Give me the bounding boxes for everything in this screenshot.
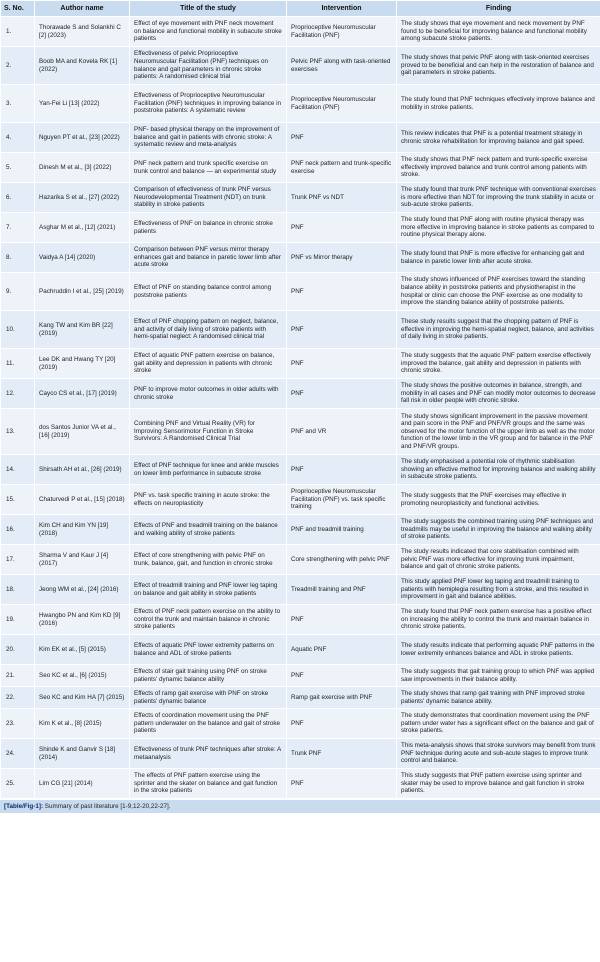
cell-finding: The study suggests that the PNF exercises may effective in promoting neuroplasticity and functional activities. [397,485,600,515]
cell-finding: This study applied PNF lower leg taping and treadmill training to patients with hemiplegia resulting from a stroke, and this resulted in improvement in gait and balance abilities. [397,575,600,605]
cell-title: Effects of stair gait training using PNF on stroke patients' dynamic balance ability [130,665,287,687]
cell-title: Effect of PNF technique for knee and ankle muscles on lower limb performance in subacute stroke [130,455,287,485]
cell-sno: 10. [1,311,35,349]
table-body [1,17,600,799]
cell-title: Effectiveness of trunk PNF techniques after stroke: A metaanalysis [130,739,287,769]
cell-author: Asghar M et al., [12] (2021) [35,213,130,243]
cell-title: Effectiveness of Proprioceptive Neuromuscular Facilitation (PNF) techniques in improving balance in poststroke patients: A systematic review [130,85,287,123]
table-row [1,17,600,47]
cell-sno: 5. [1,153,35,183]
table-row [1,545,600,575]
cell-author: Pachruddin I et al., [25] (2019) [35,273,130,311]
cell-sno: 18. [1,575,35,605]
table-row [1,409,600,455]
cell-finding: This review indicates that PNF is a potential treatment strategy in chronic stroke rehabilitation for improving balance and gait speed. [397,123,600,153]
cell-title: Comparison between PNF versus mirror therapy enhances gait and balance in paretic lower limb after acute stroke [130,243,287,273]
table-row [1,311,600,349]
table-row [1,349,600,379]
cell-finding: The study shows significant improvement in the passive movement and pain score in the PNF and PNF/VR groups and the same was observed for the motor function of the upper limb as well as the motor function of the lower limb in the VR group and for balance in the PNF and PNF/VR groups. [397,409,600,455]
cell-finding: The study results indicated that core stabilisation combined with pelvic PNF was more effective for improving trunk impairment, balance and gait of chronic stroke patients. [397,545,600,575]
cell-intervention: PNF [287,379,397,409]
table-row [1,485,600,515]
cell-author: Yan-Fei Li [13] (2022) [35,85,130,123]
cell-title: Effectiveness of PNF on balance in chronic stroke patients [130,213,287,243]
table-row [1,273,600,311]
cell-author: Lim CG [21] (2014) [35,769,130,799]
cell-title: Effects of ramp gait exercise with PNF on stroke patients' dynamic balance [130,687,287,709]
cell-title: Effect of PNF chopping pattern on neglect, balance, and activity of daily living of stroke patients with hemi-spatial neglect: A randomised clinical trial [130,311,287,349]
cell-title: Effectiveness of pelvic Proprioceptive Neuromuscular Facilitation (PNF) techniques on balance and gait parameters in chronic stroke patients: A randomised clinical trial [130,47,287,85]
table-row [1,85,600,123]
cell-finding: The study suggests that the aquatic PNF pattern exercise effectively improved the balance, gait ability and depression in patients with chronic stroke. [397,349,600,379]
cell-title: Combining PNF and Virtual Reality (VR) for Improving Sensorimotor Function in Stroke Survivors: A Randomised Clinical Trial [130,409,287,455]
cell-author: Dinesh M et al., [3] (2022) [35,153,130,183]
cell-sno: 19. [1,605,35,635]
caption-text: Summary of past literature [1-9,12-20,22-27]. [43,803,171,810]
cell-title: Effects of coordination movement using the PNF pattern underwater on the balance and gait of stroke patients [130,709,287,739]
table-row [1,665,600,687]
cell-intervention: PNF and treadmill training [287,515,397,545]
cell-title: Effect of treadmill training and PNF lower leg taping on balance and gait ability in stroke patients [130,575,287,605]
table-row [1,709,600,739]
cell-title: PNF to improve motor outcomes in older adults with chronic stroke [130,379,287,409]
cell-author: Shirsath AH et al., [26] (2019) [35,455,130,485]
cell-finding: The study suggests the combined training using PNF techniques and treadmills may be useful in improving the balance and walking ability of stroke patients. [397,515,600,545]
cell-intervention: Core strengthening with pelvic PNF [287,545,397,575]
cell-sno: 2. [1,47,35,85]
caption-label: [Table/Fig-1]: [4,803,44,810]
cell-finding: The study results indicate that performing aquatic PNF patterns in the lower extremity enhances balance and ADL in stroke patients. [397,635,600,665]
cell-intervention: PNF [287,349,397,379]
header-sno: S. No. [1,1,35,17]
table-row [1,153,600,183]
table-row [1,769,600,799]
cell-sno: 14. [1,455,35,485]
cell-intervention: PNF [287,709,397,739]
cell-author: Kim EK et al., [5] (2015) [35,635,130,665]
cell-finding: The study shows that pelvic PNF along with task-oriented exercises proved to be beneficial and can help in the restoration of balance and gait parameters in stroke patients. [397,47,600,85]
cell-title: PNF- based physical therapy on the improvement of balance and gait in patients with chronic stroke: A systematic review and meta-analysis [130,123,287,153]
cell-title: Effects of PNF neck pattern exercise on the ability to control the trunk and maintain balance in chronic stroke patients [130,605,287,635]
cell-finding: These study results suggest that the chopping pattern of PNF is effective in improving the hemi-spatial neglect, balance, and activities of daily living in stroke patients. [397,311,600,349]
cell-sno: 17. [1,545,35,575]
cell-sno: 8. [1,243,35,273]
cell-finding: The study found that PNF techniques effectively improve balance and mobility in stroke patients. [397,85,600,123]
table-row [1,515,600,545]
cell-intervention: PNF [287,455,397,485]
cell-intervention: Trunk PNF vs NDT [287,183,397,213]
cell-intervention: PNF [287,769,397,799]
cell-author: Seo KC et al., [6] (2015) [35,665,130,687]
cell-title: Effect of eye movement with PNF neck movement on balance and functional mobility in subacute stroke patients [130,17,287,47]
table-row [1,605,600,635]
cell-sno: 9. [1,273,35,311]
cell-intervention: PNF [287,123,397,153]
cell-finding: The study emphasised a potential role of rhythmic stabilisation showing an effective method for improving balance and walking ability in subacute stroke patients. [397,455,600,485]
cell-title: Effect of PNF on standing balance control among poststroke patients [130,273,287,311]
table-row [1,687,600,709]
table-header-row [1,1,600,17]
cell-sno: 15. [1,485,35,515]
cell-sno: 24. [1,739,35,769]
cell-author: Hwangbo PN and Kim KD [9] (2016) [35,605,130,635]
cell-sno: 3. [1,85,35,123]
cell-intervention: Aquatic PNF [287,635,397,665]
cell-intervention: Proprioceptive Neuromuscular Facilitation (PNF) [287,85,397,123]
cell-finding: The study demonstrates that coordination movement using the PNF pattern under water has a significant effect on the balance and gait of stroke patients. [397,709,600,739]
table-row [1,379,600,409]
table-row [1,183,600,213]
cell-author: Sharma V and Kaur J [4] (2017) [35,545,130,575]
cell-finding: The study found that PNF along with routine physical therapy was more effective in improving balance in stroke patients as compared to routine physical therapy alone. [397,213,600,243]
cell-author: Thorawade S and Solankhi C [2] (2023) [35,17,130,47]
table-row [1,243,600,273]
cell-finding: The study shows that ramp gait training with PNF improved stroke patients' dynamic balance ability. [397,687,600,709]
cell-author: Jeong WM et al., [24] (2016) [35,575,130,605]
cell-intervention: PNF [287,311,397,349]
cell-sno: 22. [1,687,35,709]
header-finding: Finding [397,1,600,17]
cell-finding: The study found that PNF is more effective for enhancing gait and balance in paretic lower limb after acute stroke. [397,243,600,273]
cell-intervention: Trunk PNF [287,739,397,769]
cell-sno: 4. [1,123,35,153]
cell-author: Boob MA and Kovela RK [1] (2022) [35,47,130,85]
header-intervention: Intervention [287,1,397,17]
cell-author: Lee DK and Hwang TY [20] (2019) [35,349,130,379]
cell-finding: The study shows that eye movement and neck movement by PNF found to be beneficial for improving balance and functional mobility among subacute stroke patients. [397,17,600,47]
cell-author: Kim K et al., [8] (2015) [35,709,130,739]
table-row [1,739,600,769]
cell-title: PNF vs. task specific training in acute stroke: the effects on neuroplasticity [130,485,287,515]
header-title: Title of the study [130,1,287,17]
cell-sno: 7. [1,213,35,243]
cell-author: Vaidya A [14] (2020) [35,243,130,273]
cell-title: PNF neck pattern and trunk specific exercise on trunk control and balance — an experimental study [130,153,287,183]
cell-finding: The study suggests that gait training group to which PNF was applied saw improvements in their balance ability. [397,665,600,687]
cell-finding: The study shows that PNF neck pattern and trunk-specific exercise effectively improved balance and trunk control among patients with stroke. [397,153,600,183]
cell-author: Kim CH and Kim YN [19] (2018) [35,515,130,545]
table-row [1,635,600,665]
cell-intervention: PNF [287,605,397,635]
cell-sno: 20. [1,635,35,665]
cell-sno: 23. [1,709,35,739]
cell-author: Cayco CS et al., [17] (2019) [35,379,130,409]
cell-finding: This meta-analysis shows that stroke survivors may benefit from trunk PNF technique during acute and sub-acute stages to improve trunk control and balance. [397,739,600,769]
table-row [1,47,600,85]
cell-intervention: Treadmill training and PNF [287,575,397,605]
cell-title: Effect of aquatic PNF pattern exercise on balance, gait ability and depression in patients with chronic stroke [130,349,287,379]
cell-sno: 25. [1,769,35,799]
cell-finding: This study suggests that PNF pattern exercise using sprinter and skater may be used to improve balance and gait function in stroke patients. [397,769,600,799]
cell-author: Shinde K and Ganvir S [18] (2014) [35,739,130,769]
table-row [1,123,600,153]
cell-sno: 21. [1,665,35,687]
cell-intervention: Proprioceptive Neuromuscular Facilitation (PNF) [287,17,397,47]
cell-intervention: PNF neck pattern and trunk-specific exercise [287,153,397,183]
cell-author: dos Santos Junior VA et al., [16] (2019) [35,409,130,455]
cell-sno: 12. [1,379,35,409]
cell-sno: 6. [1,183,35,213]
cell-intervention: Ramp gait exercise with PNF [287,687,397,709]
table-row [1,455,600,485]
cell-finding: The study found that trunk PNF technique with conventional exercises is more effective than NDT for improving the trunk stability in acute or sub-acute stroke patients. [397,183,600,213]
cell-intervention: PNF [287,665,397,687]
cell-title: Effect of core strengthening with pelvic PNF on trunk, balance, gait, and function in chronic stroke [130,545,287,575]
cell-sno: 11. [1,349,35,379]
cell-title: Comparison of effectiveness of trunk PNF versus Neurodevelopmental Treatment (NDT) on trunk stability in stroke patients [130,183,287,213]
cell-author: Nguyen PT et al., [23] (2022) [35,123,130,153]
cell-finding: The study shows influenced of PNF exercises toward the standing balance ability in poststroke patients and physiotherapist in the hospital or clinic can choose the PNF exercise as one modality to improve the standing balance ability of poststroke patients. [397,273,600,311]
cell-finding: The study found that PNF neck pattern exercise has a positive effect on increasing the ability to control the trunk and maintain balance in chronic stroke patients. [397,605,600,635]
cell-sno: 1. [1,17,35,47]
cell-intervention: Proprioceptive Neuromuscular Facilitation (PNF) vs. task specific training [287,485,397,515]
cell-intervention: Pelvic PNF along with task-oriented exercises [287,47,397,85]
cell-author: Chaturvedi P et al., [15] (2018) [35,485,130,515]
cell-sno: 13. [1,409,35,455]
cell-author: Seo KC and Kim HA [7] (2015) [35,687,130,709]
cell-author: Kang TW and Kim BR [22] (2019) [35,311,130,349]
cell-intervention: PNF [287,273,397,311]
cell-intervention: PNF vs Mirror therapy [287,243,397,273]
cell-finding: The study shows the positive outcomes in balance, strength, and mobility in all cases and PNF can modify motor outcomes to decrease fall risk in older people with chronic stroke. [397,379,600,409]
cell-author: Hazarika S et al., [27] (2022) [35,183,130,213]
cell-title: Effects of aquatic PNF lower extremity patterns on balance and ADL of stroke patients [130,635,287,665]
table-row [1,575,600,605]
cell-intervention: PNF [287,213,397,243]
cell-title: The effects of PNF pattern exercise using the sprinter and the skater on balance and gait function in the stroke patients [130,769,287,799]
table-row [1,213,600,243]
table-caption [0,799,600,813]
header-author: Author name [35,1,130,17]
cell-title: Effects of PNF and treadmill training on the balance and walking ability of stroke patients [130,515,287,545]
cell-sno: 16. [1,515,35,545]
cell-intervention: PNF and VR [287,409,397,455]
